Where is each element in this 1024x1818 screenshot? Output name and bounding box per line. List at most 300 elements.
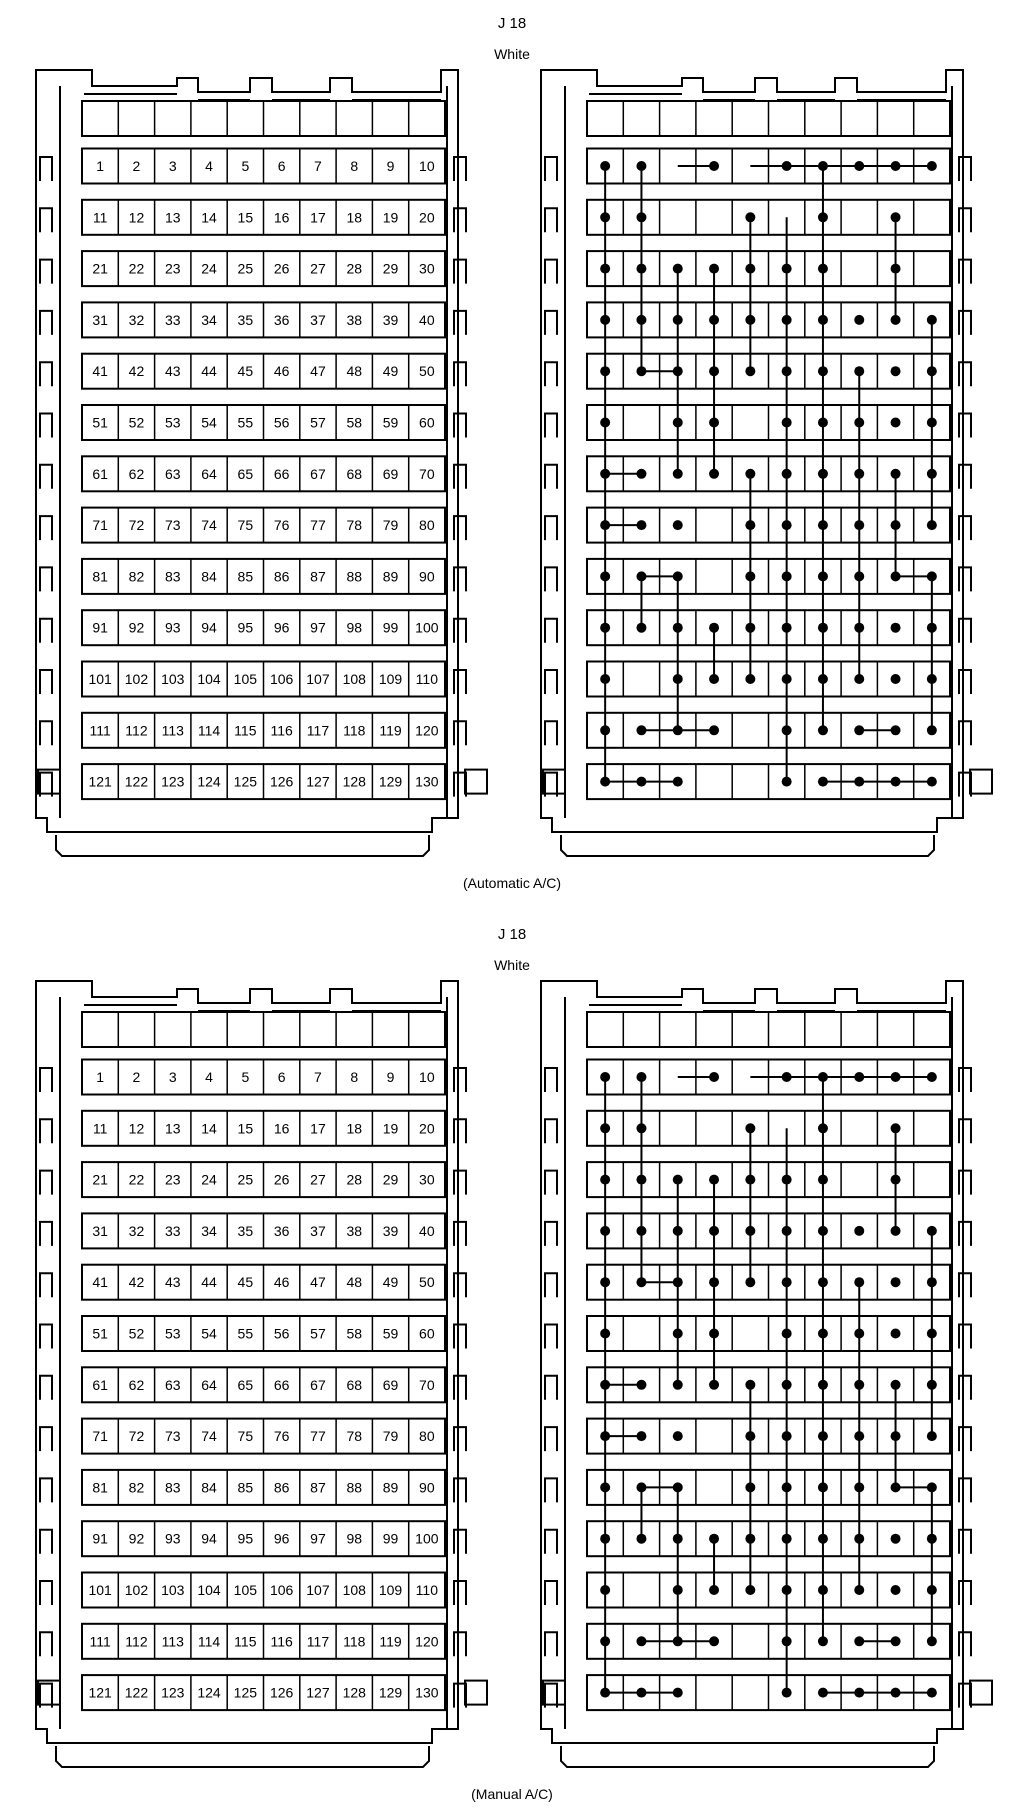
pin-number: 47 (310, 363, 326, 380)
latch-notch-right (454, 208, 466, 232)
latch-notch-right (959, 619, 971, 643)
wire-junction-dot (782, 161, 792, 171)
wire-junction-dot (818, 1482, 828, 1492)
pin-number: 96 (273, 1530, 290, 1547)
pin-number: 124 (197, 773, 221, 790)
pin-number: 111 (89, 722, 111, 739)
latch-notch-left (40, 208, 52, 232)
latch-notch-left (40, 1581, 52, 1605)
pin-number: 76 (273, 1428, 290, 1445)
latch-notch-right (454, 1171, 466, 1195)
pin-number: 80 (419, 517, 435, 534)
wire-junction-dot (600, 571, 610, 581)
pin-number: 107 (306, 1582, 330, 1598)
pin-number: 5 (241, 1069, 250, 1085)
pin-number: 81 (92, 1479, 108, 1496)
housing-top-lip (589, 1005, 946, 1011)
pin-number: 18 (346, 1120, 363, 1137)
wire-junction-dot (927, 1072, 937, 1082)
wire-junction-dot (709, 1226, 719, 1236)
wire-junction-dot (709, 1380, 719, 1390)
pin-number: 91 (92, 619, 108, 636)
wire-junction-dot (891, 1072, 901, 1082)
wire-junction-dot (709, 1585, 719, 1595)
wire-junction-dot (673, 1636, 683, 1646)
wire-junction-dot (600, 418, 610, 428)
latch-notch-left (40, 1171, 52, 1195)
wire-junction-dot (891, 161, 901, 171)
wire-junction-dot (745, 571, 755, 581)
wire-junction-dot (818, 366, 828, 376)
latch-notch-right (959, 516, 971, 540)
wire-junction-dot (818, 571, 828, 581)
wire-junction-dot (927, 1534, 937, 1544)
wire-junction-dot (709, 315, 719, 325)
pin-number: 99 (382, 619, 399, 636)
wire-junction-dot (636, 623, 646, 633)
wire-junction-dot (927, 777, 937, 787)
wire-junction-dot (782, 264, 792, 274)
wire-junction-dot (927, 366, 937, 376)
housing-bottom-foot (561, 835, 934, 856)
wire-junction-dot (673, 1688, 683, 1698)
pin-number: 84 (201, 1479, 217, 1496)
wire-junction-dot (854, 418, 864, 428)
pin-number: 83 (164, 1479, 181, 1496)
corner-blank-right (970, 1681, 992, 1705)
pin-number: 114 (197, 1633, 221, 1650)
pin-number: 55 (237, 1325, 254, 1342)
latch-notch-right (959, 1273, 971, 1297)
wire-junction-dot (709, 1534, 719, 1544)
pin-number: 29 (382, 260, 399, 277)
pin-number: 33 (164, 311, 181, 328)
pin-number: 31 (92, 1222, 108, 1239)
pin-number: 97 (310, 1530, 326, 1547)
wire-junction-dot (636, 1636, 646, 1646)
wire-junction-dot (636, 315, 646, 325)
pin-number: 95 (237, 1530, 254, 1547)
latch-notch-left (40, 1530, 52, 1554)
pin-number: 116 (270, 1633, 293, 1650)
pin-number: 51 (92, 1325, 108, 1342)
pin-number: 24 (201, 1171, 217, 1188)
pin-number: 19 (382, 1120, 399, 1137)
pin-number: 71 (92, 1428, 108, 1445)
pin-number: 28 (346, 1171, 363, 1188)
latch-notch-left (40, 260, 52, 284)
pin-number: 35 (237, 1222, 254, 1239)
pin-number: 103 (161, 1582, 185, 1598)
pin-number: 102 (124, 1582, 149, 1598)
pin-number: 26 (273, 260, 290, 277)
pin-number: 126 (269, 773, 294, 790)
pin-number: 25 (237, 260, 254, 277)
wire-junction-dot (745, 469, 755, 479)
housing-bottom-foot (561, 1746, 934, 1767)
pin-number: 40 (419, 311, 435, 328)
pin-number: 69 (382, 465, 399, 482)
latch-notch-left (545, 1171, 557, 1195)
pin-number: 92 (128, 619, 145, 636)
latch-notch-right (454, 1478, 466, 1502)
pin-number: 63 (164, 1376, 181, 1393)
latch-notch-right (454, 670, 466, 694)
wire-junction-dot (673, 1380, 683, 1390)
latch-notch-right (454, 721, 466, 745)
pin-number: 114 (197, 722, 221, 739)
pin-number: 1 (96, 1069, 105, 1085)
wire-junction-dot (854, 777, 864, 787)
latch-notch-left (545, 721, 557, 745)
latch-notch-left (40, 1222, 52, 1246)
wire-junction-dot (709, 725, 719, 735)
pin-number: 130 (415, 773, 439, 790)
pin-number: 30 (419, 1171, 435, 1188)
wire-junction-dot (600, 469, 610, 479)
pin-number: 13 (164, 1120, 181, 1137)
pin-number: 72 (128, 517, 145, 534)
wire-junction-dot (782, 623, 792, 633)
pin-number: 98 (346, 619, 363, 636)
pin-number: 110 (415, 671, 439, 687)
wire-junction-dot (745, 1534, 755, 1544)
connector-block (36, 926, 992, 1802)
wire-junction-dot (745, 1380, 755, 1390)
wire-junction-dot (636, 212, 646, 222)
wire-junction-dot (600, 366, 610, 376)
latch-notch-left (545, 1068, 557, 1092)
wire-junction-dot (818, 418, 828, 428)
wire-junction-dot (600, 674, 610, 684)
wire-junction-dot (854, 571, 864, 581)
latch-notch-left (545, 260, 557, 284)
pin-number: 65 (237, 1376, 254, 1393)
pin-number: 8 (350, 158, 359, 174)
pin-number: 90 (419, 1479, 435, 1496)
connector-id-label: J 18 (497, 15, 527, 32)
wire-junction-dot (636, 1123, 646, 1133)
pin-number: 105 (233, 1582, 258, 1598)
wire-junction-dot (891, 623, 901, 633)
pin-number: 57 (310, 414, 326, 431)
housing-top-lip (84, 1005, 441, 1011)
wire-junction-dot (745, 1226, 755, 1236)
pin-number: 84 (201, 568, 217, 585)
pin-number: 44 (201, 1274, 217, 1291)
wire-junction-dot (891, 1431, 901, 1441)
wire-junction-dot (818, 1123, 828, 1133)
latch-notch-right (454, 1119, 466, 1143)
wire-junction-dot (782, 674, 792, 684)
latch-notch-left (40, 362, 52, 386)
pin-number: 39 (382, 311, 399, 328)
wire-junction-dot (636, 1482, 646, 1492)
wire-junction-dot (891, 571, 901, 581)
wire-junction-dot (927, 725, 937, 735)
variant-caption: (Manual A/C) (471, 1786, 553, 1802)
latch-notch-right (959, 414, 971, 438)
pin-number: 127 (306, 773, 330, 790)
wire-junction-dot (673, 1431, 683, 1441)
pin-number: 113 (161, 722, 184, 739)
pin-number: 101 (88, 671, 112, 687)
pin-number: 7 (314, 1069, 322, 1085)
pin-number: 126 (269, 1684, 294, 1701)
pin-number: 75 (237, 1428, 254, 1445)
pin-number: 70 (419, 1376, 435, 1393)
wire-junction-dot (673, 520, 683, 530)
wire-junction-dot (782, 1226, 792, 1236)
latch-notch-right (454, 567, 466, 591)
wire-junction-dot (927, 1585, 937, 1595)
wire-junction-dot (927, 674, 937, 684)
pin-number: 14 (201, 209, 217, 226)
wire-junction-dot (891, 1688, 901, 1698)
pin-number: 30 (419, 260, 435, 277)
latch-notch-right (959, 1632, 971, 1656)
pin-number: 6 (277, 158, 286, 174)
wire-junction-dot (636, 571, 646, 581)
pin-number: 16 (273, 1120, 290, 1137)
latch-notch-left (545, 1632, 557, 1656)
pin-number: 89 (382, 1479, 399, 1496)
latch-notch-right (959, 1581, 971, 1605)
wire-junction-dot (927, 1277, 937, 1287)
wire-junction-dot (782, 366, 792, 376)
latch-notch-left (545, 1376, 557, 1400)
wire-junction-dot (745, 212, 755, 222)
wire-junction-dot (745, 1175, 755, 1185)
pin-number: 9 (386, 158, 395, 174)
wire-junction-dot (745, 674, 755, 684)
pin-number: 82 (128, 1479, 145, 1496)
pin-number: 80 (419, 1428, 435, 1445)
wire-junction-dot (891, 1226, 901, 1236)
wire-junction-dot (636, 1072, 646, 1082)
wire-junction-dot (709, 1072, 719, 1082)
wire-junction-dot (673, 469, 683, 479)
pin-number: 117 (306, 722, 330, 739)
wiring-view (541, 70, 992, 856)
latch-notch-right (454, 1427, 466, 1451)
wire-junction-dot (600, 1431, 610, 1441)
pin-number: 54 (201, 1325, 217, 1342)
wire-junction-dot (600, 520, 610, 530)
pin-number: 77 (310, 517, 326, 534)
wire-junction-dot (891, 1175, 901, 1185)
pin-number: 97 (310, 619, 326, 636)
latch-notch-right (454, 1530, 466, 1554)
latch-notch-left (545, 1273, 557, 1297)
pin-number: 39 (382, 1222, 399, 1239)
pin-number: 124 (197, 1684, 221, 1701)
latch-notch-left (40, 516, 52, 540)
pin-number: 66 (273, 465, 290, 482)
latch-notch-right (454, 619, 466, 643)
pin-number: 44 (201, 363, 217, 380)
pin-number: 65 (237, 465, 254, 482)
pin-number: 18 (346, 209, 363, 226)
wire-junction-dot (673, 1329, 683, 1339)
connector-id-label: J 18 (497, 926, 527, 943)
pin-number: 85 (237, 568, 254, 585)
pin-number: 78 (346, 1428, 363, 1445)
wire-junction-dot (636, 161, 646, 171)
pin-number: 69 (382, 1376, 399, 1393)
wire-junction-dot (854, 1431, 864, 1441)
pin-number: 125 (233, 773, 258, 790)
latch-notch-right (454, 157, 466, 181)
wire-junction-dot (927, 623, 937, 633)
wire-junction-dot (745, 1277, 755, 1287)
pin-number: 129 (378, 773, 403, 790)
pin-number: 103 (161, 671, 185, 687)
pin-number: 110 (415, 1582, 439, 1598)
pin-number: 15 (237, 209, 254, 226)
latch-notch-right (454, 1376, 466, 1400)
pin-number: 121 (88, 773, 112, 790)
pin-number: 70 (419, 465, 435, 482)
pin-number: 6 (277, 1069, 286, 1085)
wire-junction-dot (854, 674, 864, 684)
wire-junction-dot (745, 623, 755, 633)
wire-junction-dot (854, 1585, 864, 1595)
wire-junction-dot (818, 623, 828, 633)
pin-number: 20 (419, 209, 435, 226)
pin-number: 79 (382, 517, 399, 534)
pin-number: 125 (233, 1684, 258, 1701)
wire-junction-dot (891, 264, 901, 274)
pin-number: 99 (382, 1530, 399, 1547)
latch-notch-left (545, 1530, 557, 1554)
latch-notch-right (454, 311, 466, 335)
wire-junction-dot (673, 418, 683, 428)
wire-junction-dot (854, 366, 864, 376)
pin-number: 104 (197, 671, 221, 687)
latch-notch-right (454, 1581, 466, 1605)
pin-number: 42 (128, 1274, 145, 1291)
wire-junction-dot (818, 674, 828, 684)
pin-number: 32 (128, 311, 145, 328)
latch-notch-left (40, 1376, 52, 1400)
pin-number: 2 (132, 158, 141, 174)
latch-notch-left (545, 362, 557, 386)
wire-junction-dot (673, 571, 683, 581)
wire-junction-dot (891, 674, 901, 684)
pin-number: 60 (419, 1325, 435, 1342)
latch-notch-left (545, 1478, 557, 1502)
wire-junction-dot (782, 1585, 792, 1595)
wire-junction-dot (673, 1277, 683, 1287)
wire-junction-dot (891, 315, 901, 325)
pin-number: 56 (273, 1325, 290, 1342)
wire-junction-dot (854, 315, 864, 325)
pin-number: 75 (237, 517, 254, 534)
wire-junction-dot (600, 1329, 610, 1339)
latch-notch-left (545, 414, 557, 438)
pin-number: 34 (201, 311, 217, 328)
wire-junction-dot (818, 1688, 828, 1698)
pin-number: 104 (197, 1582, 221, 1598)
pin-number: 74 (201, 517, 217, 534)
pin-number: 127 (306, 1684, 330, 1701)
wire-junction-dot (818, 1072, 828, 1082)
housing-bottom-foot (56, 835, 429, 856)
latch-notch-left (40, 721, 52, 745)
pin-number: 33 (164, 1222, 181, 1239)
pin-number: 61 (92, 1376, 108, 1393)
housing-bottom-foot (56, 1746, 429, 1767)
wire-junction-dot (854, 1226, 864, 1236)
pin-number: 95 (237, 619, 254, 636)
latch-notch-left (545, 1325, 557, 1349)
latch-notch-left (545, 1427, 557, 1451)
pin-number: 119 (379, 722, 402, 739)
pin-number: 55 (237, 414, 254, 431)
pin-number: 83 (164, 568, 181, 585)
pin-number: 63 (164, 465, 181, 482)
wire-junction-dot (927, 1636, 937, 1646)
pin-number: 121 (88, 1684, 112, 1701)
pin-number: 10 (419, 158, 435, 174)
wire-junction-dot (818, 1226, 828, 1236)
wire-junction-dot (782, 1482, 792, 1492)
wire-junction-dot (818, 1636, 828, 1646)
corner-blank-right (465, 1681, 487, 1705)
latch-notch-right (959, 567, 971, 591)
wire-junction-dot (818, 1277, 828, 1287)
pin-number: 46 (273, 1274, 290, 1291)
wire-junction-dot (745, 315, 755, 325)
latch-notch-left (40, 1119, 52, 1143)
pin-number: 11 (92, 1120, 108, 1137)
wire-junction-dot (600, 1636, 610, 1646)
pin-number: 120 (415, 1633, 439, 1650)
wire-junction-dot (673, 1585, 683, 1595)
pin-number: 81 (92, 568, 108, 585)
wire-junction-dot (709, 418, 719, 428)
corner-blank-right (465, 770, 487, 794)
pin-number: 71 (92, 517, 108, 534)
pin-number: 57 (310, 1325, 326, 1342)
wire-junction-dot (854, 1636, 864, 1646)
wire-junction-dot (927, 1380, 937, 1390)
pin-number: 74 (201, 1428, 217, 1445)
wire-junction-dot (600, 623, 610, 633)
wire-junction-dot (745, 1123, 755, 1133)
wire-junction-dot (927, 571, 937, 581)
pin-number: 41 (92, 363, 108, 380)
latch-notch-left (40, 1427, 52, 1451)
pin-number: 1 (96, 158, 105, 174)
wire-junction-dot (818, 1431, 828, 1441)
pin-number: 37 (310, 311, 326, 328)
pin-number: 15 (237, 1120, 254, 1137)
pin-number: 122 (124, 773, 149, 790)
pin-number: 27 (310, 1171, 326, 1188)
wire-junction-dot (782, 1534, 792, 1544)
wire-junction-dot (673, 366, 683, 376)
pin-number: 38 (346, 311, 363, 328)
latch-notch-left (40, 414, 52, 438)
pin-number: 109 (378, 671, 403, 687)
latch-notch-left (545, 670, 557, 694)
wire-junction-dot (891, 777, 901, 787)
pin-number: 16 (273, 209, 290, 226)
pin-number: 66 (273, 1376, 290, 1393)
latch-notch-left (40, 1325, 52, 1349)
